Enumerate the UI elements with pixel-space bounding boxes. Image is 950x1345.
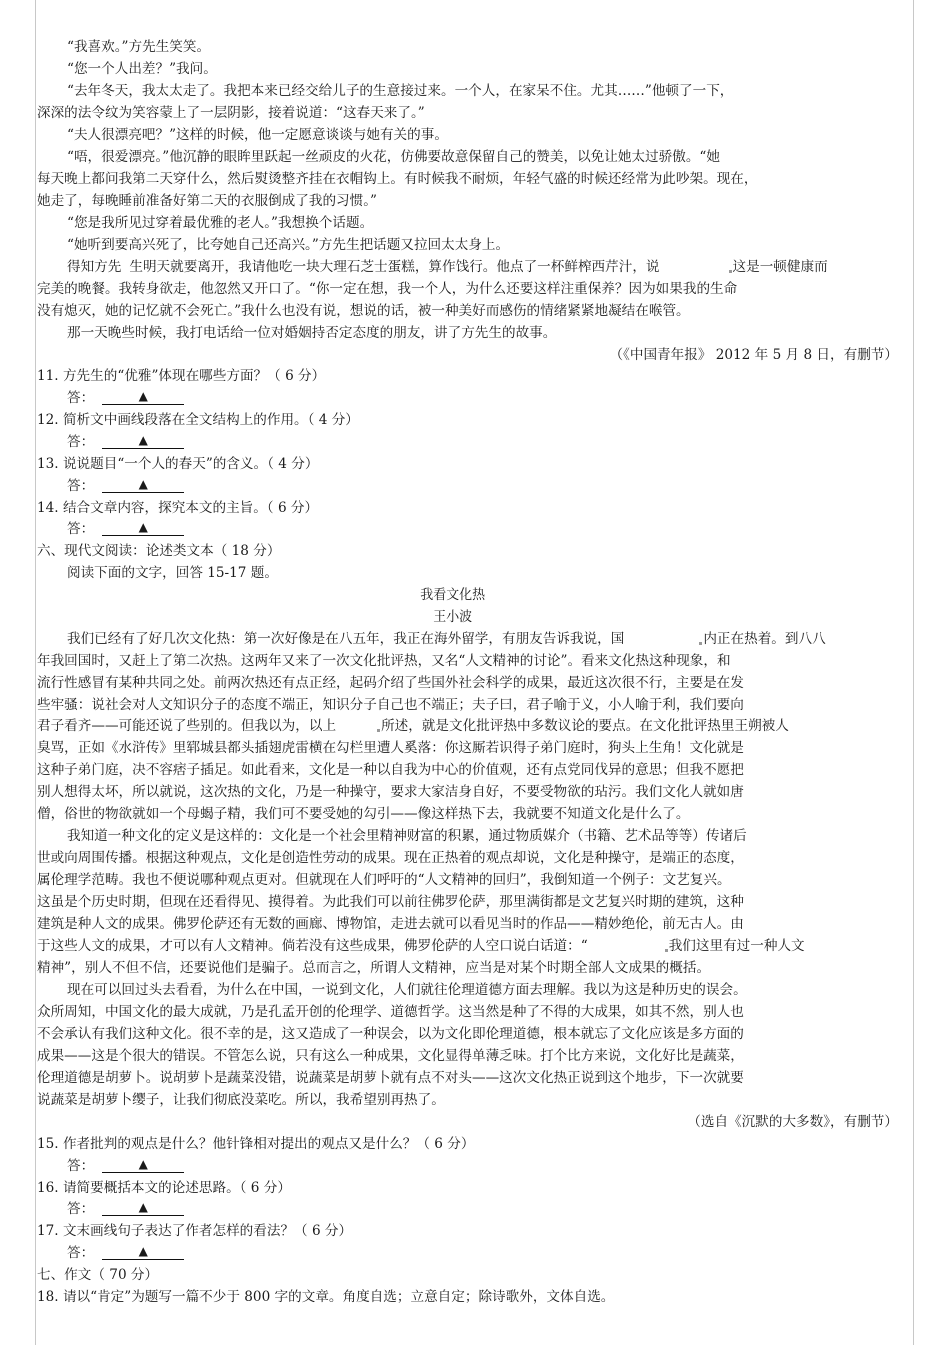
- instruction: 阅读下面的文字，回答 15-17 题。: [67, 565, 278, 581]
- essay-title: 我看文化热: [420, 587, 486, 603]
- story-line: “您一个人出差？”我问。: [67, 61, 217, 77]
- essay-line: 这种子弟门庭，决不容痞子插足。如此看来，文化是一种以自我为中心的价值观，还有点党同伐异的意思；但我不愿把: [37, 762, 744, 778]
- essay-line: 僧，俗世的物欲就如一个母蝎子精，我们可不要受她的勾引——像这样热下去，我就要不知道文化是什么了。: [37, 806, 690, 822]
- essay-line: 成果——这是个很大的错误。不管怎么说，只有这么一种成果，文化显得单薄乏味。打个比方来说，文化好比是蔬菜，: [37, 1048, 744, 1064]
- right-margin-line: [913, 0, 914, 1345]
- question-17: 17. 文末画线句子表达了作者怎样的看法？（ 6 分）: [37, 1223, 353, 1239]
- answer-line: [67, 1199, 184, 1219]
- question-11: 11. 方先生的“优雅”体现在哪些方面？（ 6 分）: [37, 368, 326, 384]
- answer-line: [67, 519, 184, 539]
- essay-line: 建筑是种人文的成果。佛罗伦萨还有无数的画廊、博物馆，走进去就可以看见当时的作品——精妙绝伦，前无古人。由: [37, 916, 744, 932]
- story-line: 每天晚上都问我第二天穿什么，然后熨烫整齐挂在衣帽钩上。有时候我不耐烦，年轻气盛的时候还经常为此吵架。现在，: [37, 171, 758, 187]
- essay-line: 别人想得太坏，所以就说，这次热的文化，乃是一种操守，要求大家洁身自好，不要受物欲的玷污。我们文化人就如唐: [37, 784, 744, 800]
- essay-line: 我知道一种文化的定义是这样的：文化是一个社会里精神财富的积累，通过物质媒介（书籍、艺术品等等）传诸后: [67, 828, 747, 844]
- answer-label: 答：: [67, 478, 95, 494]
- question-15: 15. 作者批判的观点是什么？他针锋相对提出的观点又是什么？（ 6 分）: [37, 1136, 475, 1152]
- question-18: 18. 请以“肯定”为题写一篇不少于 800 字的文章。角度自选；立意自定；除诗歌外，文体自选。: [37, 1289, 615, 1305]
- essay-line: 说蔬菜是胡萝卜缨子，让我们彻底没菜吃。所以，我希望别再热了。: [37, 1092, 445, 1108]
- essay-text: 我们已经有了好几次文化热：第一次好像是在八五年，我正在海外留学，有朋友告诉我说，国: [67, 631, 625, 647]
- story-line: 深深的法令纹为笑容蒙上了一层阴影，接着说道：“这春天来了。”: [37, 105, 425, 121]
- essay-line: 臭骂，正如《水浒传》里郓城县都头插翅虎雷横在勾栏里遭人奚落：你这厮若识得子弟门庭时，狗头上生角！文化就是: [37, 740, 744, 756]
- section-heading: 六、现代文阅读：论述类文本（ 18 分）: [37, 543, 281, 559]
- essay-text: 于这些人文的成果，才可以有人文精神。倘若没有这些成果，佛罗伦萨的人空口说白话道：“: [37, 938, 588, 954]
- story-line: 完美的晚餐。我转身欲走，他忽然又开口了。“你一定在想，我一个人，为什么还要这样注重保养？因为如果我的生命: [37, 281, 738, 297]
- answer-label: 答：: [67, 1245, 95, 1261]
- essay-line: 些牢骚：说社会对人文知识分子的态度不端正，知识分子自己也不端正；夫子曰，君子喻于义，小人喻于利，我们要向: [37, 697, 744, 713]
- story-line: 她走了，每晚睡前准备好第二天的衣服倒成了我的习惯。”: [37, 193, 377, 209]
- story-line: [67, 257, 828, 277]
- answer-line: [67, 432, 184, 452]
- essay-line: 世或向周围传播。根据这种观点，文化是创造性劳动的成果。现在正热着的观点却说，文化是种操守，是端正的态度，: [37, 850, 744, 866]
- source-citation: （选自《沉默的大多数》，有删节）: [687, 1114, 898, 1130]
- answer-label: 答：: [67, 521, 95, 537]
- section-heading: 七、作文（ 70 分）: [37, 1267, 159, 1283]
- answer-label: 答：: [67, 1158, 95, 1174]
- essay-line: 这虽是个历史时期，但现在还看得见、摸得着。为此我们可以前往佛罗伦萨，那里满街都是文艺复兴时期的建筑，这种: [37, 894, 744, 910]
- essay-text: 所述，就是文化批评热中多数议论的要点。在文化批评热里王朔被人: [381, 718, 789, 734]
- essay-text: 君子看齐——可能还说了些别的。但我以为，以上: [37, 718, 337, 734]
- essay-author: 王小波: [433, 609, 473, 625]
- essay-line: 精神”，别人不但不信，还要说他们是骗子。总而言之，所谓人文精神，应当是对某个时期全部人文成果的概括。: [37, 960, 711, 976]
- story-line: 那一天晚些时候，我打电话给一位对婚姻持否定态度的朋友，讲了方先生的故事。: [67, 325, 557, 341]
- story-text: 这是一顿健康而: [732, 259, 828, 275]
- answer-line: [67, 476, 184, 496]
- question-13: 13. 说说题目“一个人的春天”的含义。（ 4 分）: [37, 456, 319, 472]
- answer-label: 答：: [67, 390, 95, 406]
- essay-line: 现在可以回过头去看看，为什么在中国，一说到文化，人们就往伦理道德方面去理解。我以为这是种历史的误会。: [67, 982, 747, 998]
- essay-line: [37, 716, 789, 736]
- story-line: “我喜欢。”方先生笑笑。: [67, 39, 211, 55]
- story-line: “唔，很爱漂亮。”他沉静的眼眸里跃起一丝顽皮的火花，仿佛要故意保留自己的赞美，以免让她太过骄傲。“她: [67, 149, 720, 165]
- answer-label: 答：: [67, 434, 95, 450]
- dot-mark: [729, 270, 732, 273]
- source-citation: （《中国青年报》 2012 年 5 月 8 日，有删节）: [609, 347, 898, 363]
- essay-line: 伦理道德是胡萝卜。说胡萝卜是蔬菜没错，说蔬菜是胡萝卜就有点不对头——这次文化热正说到这个地步，下一次就要: [37, 1070, 744, 1086]
- question-14: 14. 结合文章内容，探究本文的主旨。（ 6 分）: [37, 500, 319, 516]
- essay-line: [67, 629, 826, 649]
- answer-blank[interactable]: ▲: [102, 477, 184, 493]
- answer-line: [67, 1156, 184, 1176]
- dot-mark: [665, 949, 668, 952]
- essay-line: 年我回国时，又赶上了第二次热。这两年又来了一次文化批评热，又名“人文精神的讨论”。看来文化热这种现象，和: [37, 653, 731, 669]
- story-line: “夫人很漂亮吧？”这样的时候，他一定愿意谈谈与她有关的事。: [67, 127, 448, 143]
- answer-line: [67, 388, 184, 408]
- question-16: 16. 请简要概括本文的论述思路。（ 6 分）: [37, 1180, 291, 1196]
- answer-blank[interactable]: ▲: [102, 433, 184, 449]
- answer-blank[interactable]: ▲: [102, 1244, 184, 1260]
- essay-line: 属伦理学范畴。我也不便说哪种观点更对。但就现在人们呼吁的“人文精神的回归”，我倒知道一个例子：文艺复兴。: [37, 872, 731, 888]
- dot-mark: [699, 642, 702, 645]
- essay-line: 众所周知，中国文化的最大成就，乃是孔孟开创的伦理学、道德哲学。这当然是种了不得的大成果，如其不然，别人也: [37, 1004, 744, 1020]
- answer-blank[interactable]: ▲: [102, 520, 184, 536]
- story-line: “您是我所见过穿着最优雅的老人。”我想换个话题。: [67, 215, 374, 231]
- story-line: 没有熄灭，她的记忆就不会死亡。”我什么也没有说，想说的话，被一种美好而感伤的情绪紧紧地凝结在喉管。: [37, 303, 690, 319]
- dot-mark: [377, 729, 380, 732]
- left-margin-line: [35, 0, 36, 1345]
- answer-line: [67, 1243, 184, 1263]
- story-text: 生明天就要离开，我请他吃一块大理石芝士蛋糕，算作饯行。他点了一杯鲜榨西芹汁，说: [129, 259, 660, 275]
- answer-blank[interactable]: ▲: [102, 1157, 184, 1173]
- story-line: “去年冬天，我太太走了。我把本来已经交给儿子的生意接过来。一个人，在家呆不住。尤其……”他顿了一下，: [67, 83, 734, 99]
- essay-line: [37, 936, 805, 956]
- essay-text: 我们这里有过一种人文: [668, 938, 805, 954]
- essay-line: 流行性感冒有某种共同之处。前两次热还有点正经，起码介绍了些国外社会科学的成果，最近这次很不行，主要是在发: [37, 675, 744, 691]
- answer-label: 答：: [67, 1201, 95, 1217]
- answer-blank[interactable]: ▲: [102, 1200, 184, 1216]
- essay-line: 不会承认有我们这种文化。很不幸的是，这又造成了一种误会，以为文化即伦理道德，根本就忘了文化应该是多方面的: [37, 1026, 744, 1042]
- story-text: 得知方先: [67, 259, 122, 275]
- story-line: “她听到要高兴死了，比夸她自己还高兴。”方先生把话题又拉回太太身上。: [67, 237, 510, 253]
- question-12: 12. 简析文中画线段落在全文结构上的作用。（ 4 分）: [37, 412, 359, 428]
- answer-blank[interactable]: ▲: [102, 389, 184, 405]
- essay-text: 内正在热着。到八八: [703, 631, 826, 647]
